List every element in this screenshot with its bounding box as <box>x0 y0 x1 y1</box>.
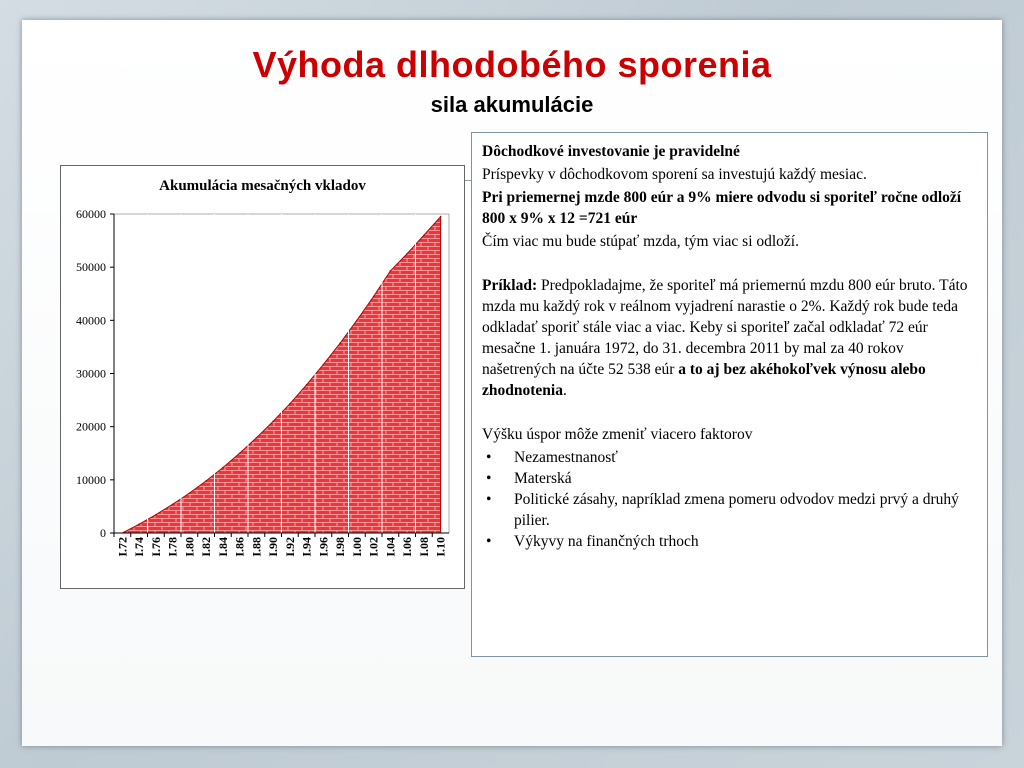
data-point <box>323 364 325 366</box>
data-point <box>239 452 241 454</box>
factor-item: • Materská <box>482 468 977 489</box>
data-point <box>390 270 392 272</box>
y-tick-label: 40000 <box>76 313 106 328</box>
data-point <box>289 403 291 405</box>
data-point <box>272 421 274 423</box>
data-point <box>406 253 408 255</box>
text-panel <box>471 132 988 657</box>
x-tick-label: I.82 <box>199 537 214 557</box>
chart-container <box>60 165 465 589</box>
data-point <box>306 384 308 386</box>
x-tick-label: I.88 <box>249 537 264 557</box>
text-paragraph-average-wage: Pri priemernej mzde 800 eúr a 9% miere odvodu si sporiteľ ročne odloží 800 x 9% x 12 =721 eúr <box>482 189 962 227</box>
x-tick-label: I.98 <box>333 537 348 557</box>
x-tick-label: I.76 <box>148 537 163 557</box>
text-factors-intro: Výšku úspor môže zmeniť viacero faktorov <box>482 426 753 443</box>
x-tick-label: I.06 <box>400 537 415 557</box>
example-label: Príklad: <box>482 277 538 294</box>
chart-title: Akumulácia mesačných vkladov <box>159 178 366 194</box>
data-point <box>222 467 224 469</box>
spacer <box>482 403 977 424</box>
data-point <box>155 514 157 516</box>
example-end: . <box>562 382 567 399</box>
factor-item: • Výkyvy na finančných trhoch <box>482 531 977 552</box>
data-point <box>205 480 207 482</box>
factor-item: • Nezamestnanosť <box>482 447 977 468</box>
spacer <box>482 254 977 275</box>
x-tick-label: I.74 <box>132 537 147 557</box>
data-point <box>440 216 442 218</box>
data-point <box>138 523 140 525</box>
data-point <box>256 437 258 439</box>
x-tick-label: I.10 <box>433 537 448 557</box>
x-tick-label: I.90 <box>266 537 281 557</box>
text-paragraph-contributions: Príspevky v dôchodkovom sporení sa investujú každý mesiac. <box>482 166 867 183</box>
y-tick-label: 10000 <box>76 472 106 487</box>
data-point <box>423 234 425 236</box>
y-tick-label: 60000 <box>76 207 106 221</box>
slide-subtitle: sila akumulácie <box>430 92 594 117</box>
text-heading: Dôchodkové investovanie je pravidelné <box>482 143 740 160</box>
data-point <box>172 503 174 505</box>
text-paragraph-example <box>482 275 977 401</box>
factors-list <box>482 447 977 552</box>
x-tick-label: I.04 <box>383 537 398 557</box>
slide-title: Výhoda dlhodobého sporenia <box>252 44 772 85</box>
data-point <box>189 492 191 494</box>
data-point <box>356 320 358 322</box>
x-tick-label: I.08 <box>416 537 431 557</box>
x-tick-label: I.84 <box>215 537 230 557</box>
y-tick-label: 0 <box>100 526 106 540</box>
x-tick-label: I.78 <box>165 537 180 557</box>
data-point <box>373 296 375 298</box>
x-tick-label: I.92 <box>282 537 297 557</box>
accumulation-chart <box>61 166 464 588</box>
example-bold-text: a to aj bez akéhokoľvek výnosu alebo zhodnotenia <box>482 361 926 399</box>
x-tick-label: I.72 <box>115 537 130 557</box>
x-tick-label: I.86 <box>232 537 247 557</box>
x-tick-label: I.00 <box>349 537 364 557</box>
x-tick-label: I.96 <box>316 537 331 557</box>
y-tick-label: 20000 <box>76 419 106 434</box>
text-paragraph-wage-growth: Čím viac mu bude stúpať mzda, tým viac si odloží. <box>482 233 799 250</box>
data-point <box>339 342 341 344</box>
x-tick-label: I.02 <box>366 537 381 557</box>
x-tick-label: I.94 <box>299 537 314 557</box>
example-text: Predpokladajme, že sporiteľ má priemernú mzdu 800 eúr bruto. Táto mzda mu každý rok v reálnom vyjadrení narastie o 2%. Každý rok bude teda odkladať sporiť stále viac a viac. Keby si sporiteľ začal odkladať 72 eúr mesačne 1. januára 1972, do 31. decembra 2011 by mal za 40 rokov našetrených na účte 52 538 eúr <box>482 277 968 378</box>
y-tick-label: 50000 <box>76 260 106 275</box>
factor-item: • Politické zásahy, napríklad zmena pomeru odvodov medzi prvý a druhý pilier. <box>482 489 977 531</box>
x-tick-label: I.80 <box>182 537 197 557</box>
y-tick-label: 30000 <box>76 366 106 381</box>
data-point <box>122 532 124 534</box>
